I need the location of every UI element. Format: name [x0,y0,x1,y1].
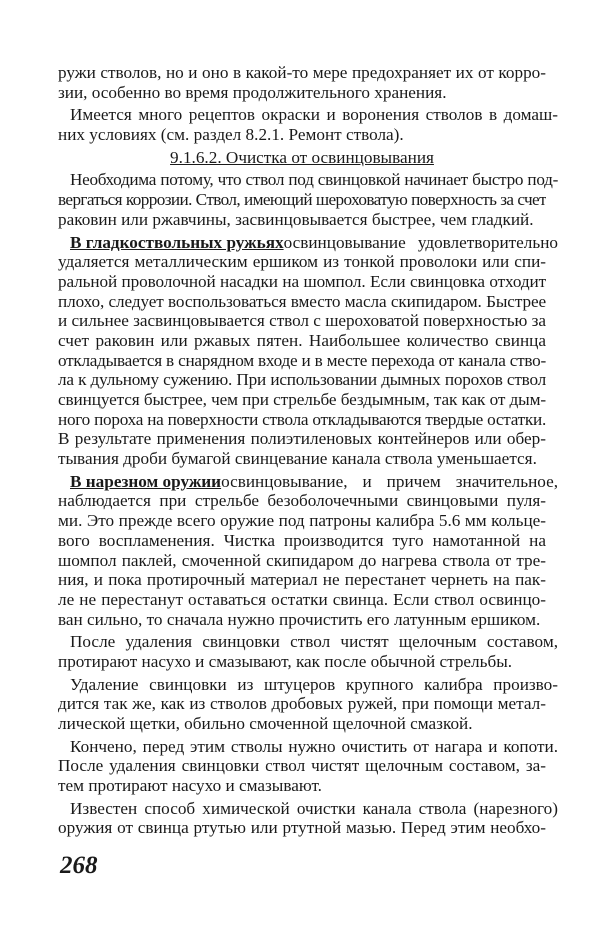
text-line [58,429,546,449]
text-line [58,233,558,253]
text-line [58,331,546,351]
text-line [58,292,546,312]
text-line [58,311,546,331]
text-line [58,776,546,796]
line-text: шомпол паклей, смоченной скипидаром до нагрева ствола от тре- [58,550,546,570]
line-text: откладывается в снарядном входе и в месте перехода от канала ство- [58,350,546,370]
line-text: Имеется много рецептов окраски и воронения стволов в домаш- [70,105,558,125]
text-line [58,472,558,492]
paragraph [58,674,558,734]
line-text: После удаления свинцовки ствол чистят щелочным составом, [70,632,558,652]
line-text: оружия от свинца ртутью или ртутной мазью. Перед этим необхо- [58,818,546,838]
line-text: ле не перестанут оставаться остатки свинца. Если ствол освинцо- [58,589,546,609]
text-line [58,351,546,371]
text-line [58,511,546,531]
text-line [58,190,546,210]
line-text: тем протирают насухо и смазывают. [58,776,322,796]
page-text [58,63,558,838]
line-text: Необходима потому, что ствол под свинцовкой начинает быстро под- [70,170,558,190]
line-text: зии, особенно во время продолжительного хранения. [58,82,447,102]
line-text: В результате применения полиэтиленовых контейнеров или обер- [58,429,546,449]
line-text: ван сильно, то сначала нужно прочистить его латунным ершиком. [58,609,541,629]
line-text: ми. Это прежде всего оружие под патроны калибра 5.6 мм кольце- [58,511,546,531]
line-text: них условиях (см. раздел 8.2.1. Ремонт ствола). [58,125,404,145]
line-text: освинцовывание, и причем значительное, [221,471,558,491]
line-text: вого воспламенения. Чистка производится туго намотанной на [58,530,546,550]
text-line [58,590,546,610]
text-line [58,252,546,272]
text-line [58,491,546,511]
bold-lead-term: В гладкоствольных ружьях [70,232,284,252]
line-text: счет раковин или ржавых пятен. Наибольшее количество свинца [58,330,546,350]
text-line [58,148,546,168]
text-line [58,675,558,695]
paragraph [58,170,558,229]
line-text: вергаться коррозии. Ствол, имеющий шероховатую поверхность за счет [58,190,546,210]
text-line [58,272,546,292]
line-text: раковин или ржавчины, засвинцовывается быстрее, чем гладкий. [58,209,534,229]
line-text: ружи стволов, но и оно в какой-то мере предохраняет их от корро- [58,63,546,82]
page-number: 268 [60,852,98,879]
text-line [58,714,546,734]
text-line [58,818,546,838]
line-text: Удаление свинцовки из штуцеров крупного калибра произво- [70,674,558,694]
paragraph [58,632,558,671]
text-line [58,694,546,714]
paragraph [58,798,558,838]
text-line [58,531,546,551]
line-text: ния, и пока протирочный материал не перестанет чернеть на пак- [58,570,546,590]
text-line [58,390,546,410]
line-text: лической щетки, обильно смоченной щелочной смазкой. [58,714,473,733]
paragraph [58,736,558,796]
line-text: После удаления свинцовки ствол чистят щелочным составом, за- [58,756,546,776]
text-line [58,551,546,571]
text-line [58,63,546,83]
text-line [58,370,546,390]
line-text: протирают насухо и смазывают, как после обычной стрельбы. [58,651,513,671]
text-line [58,105,558,125]
text-line [58,570,546,590]
line-text: 9.1.6.2. Очистка от освинцовывания [170,147,434,167]
line-text: ральной проволочной насадки на шомпол. Если свинцовка отходит [58,271,546,291]
paragraph [58,232,558,469]
text-line [58,799,558,819]
line-text: дится так же, как из стволов дробовых ружей, при помощи метал- [58,694,546,714]
line-text: тывания дроби бумагой свинцевание канала ствола уменьшается. [58,449,537,469]
line-text: ла к дульному сужению. При использовании дымных порохов ствол [58,370,546,390]
section-heading [58,148,546,168]
text-line [58,210,546,230]
line-text: и сильнее засвинцовывается ствол с шероховатой поверхностью за [58,311,546,331]
text-line [58,632,558,652]
paragraph [58,471,558,630]
text-line [58,449,546,469]
line-text: удаляется металлическим ершиком из тонкой проволоки или спи- [58,252,546,272]
text-line [58,652,546,672]
line-text: плохо, следует воспользоваться вместо масла скипидаром. Быстрее [58,291,546,311]
text-line [58,737,558,757]
text-line [58,756,546,776]
paragraph [58,105,558,145]
text-line [58,83,546,103]
text-line [58,125,546,145]
line-text: ного пороха на поверхности ствола откладываются твердые остатки. [58,409,546,429]
text-line [58,610,546,630]
line-text: Кончено, перед этим стволы нужно очистить от нагара и копоти. [70,736,558,756]
line-text: освинцовывание удовлетворительно [283,232,558,252]
paragraph [58,63,546,102]
line-text: Известен способ химической очистки канала ствола (нарезного) [70,798,558,818]
bold-lead-term: В нарезном оружии [70,471,222,491]
text-line [58,170,558,190]
line-text: свинцуется быстрее, чем при стрельбе бездымным, так как от дым- [58,390,546,409]
line-text: наблюдается при стрельбе безоболочечными свинцовыми пуля- [58,491,546,511]
text-line [58,410,546,430]
